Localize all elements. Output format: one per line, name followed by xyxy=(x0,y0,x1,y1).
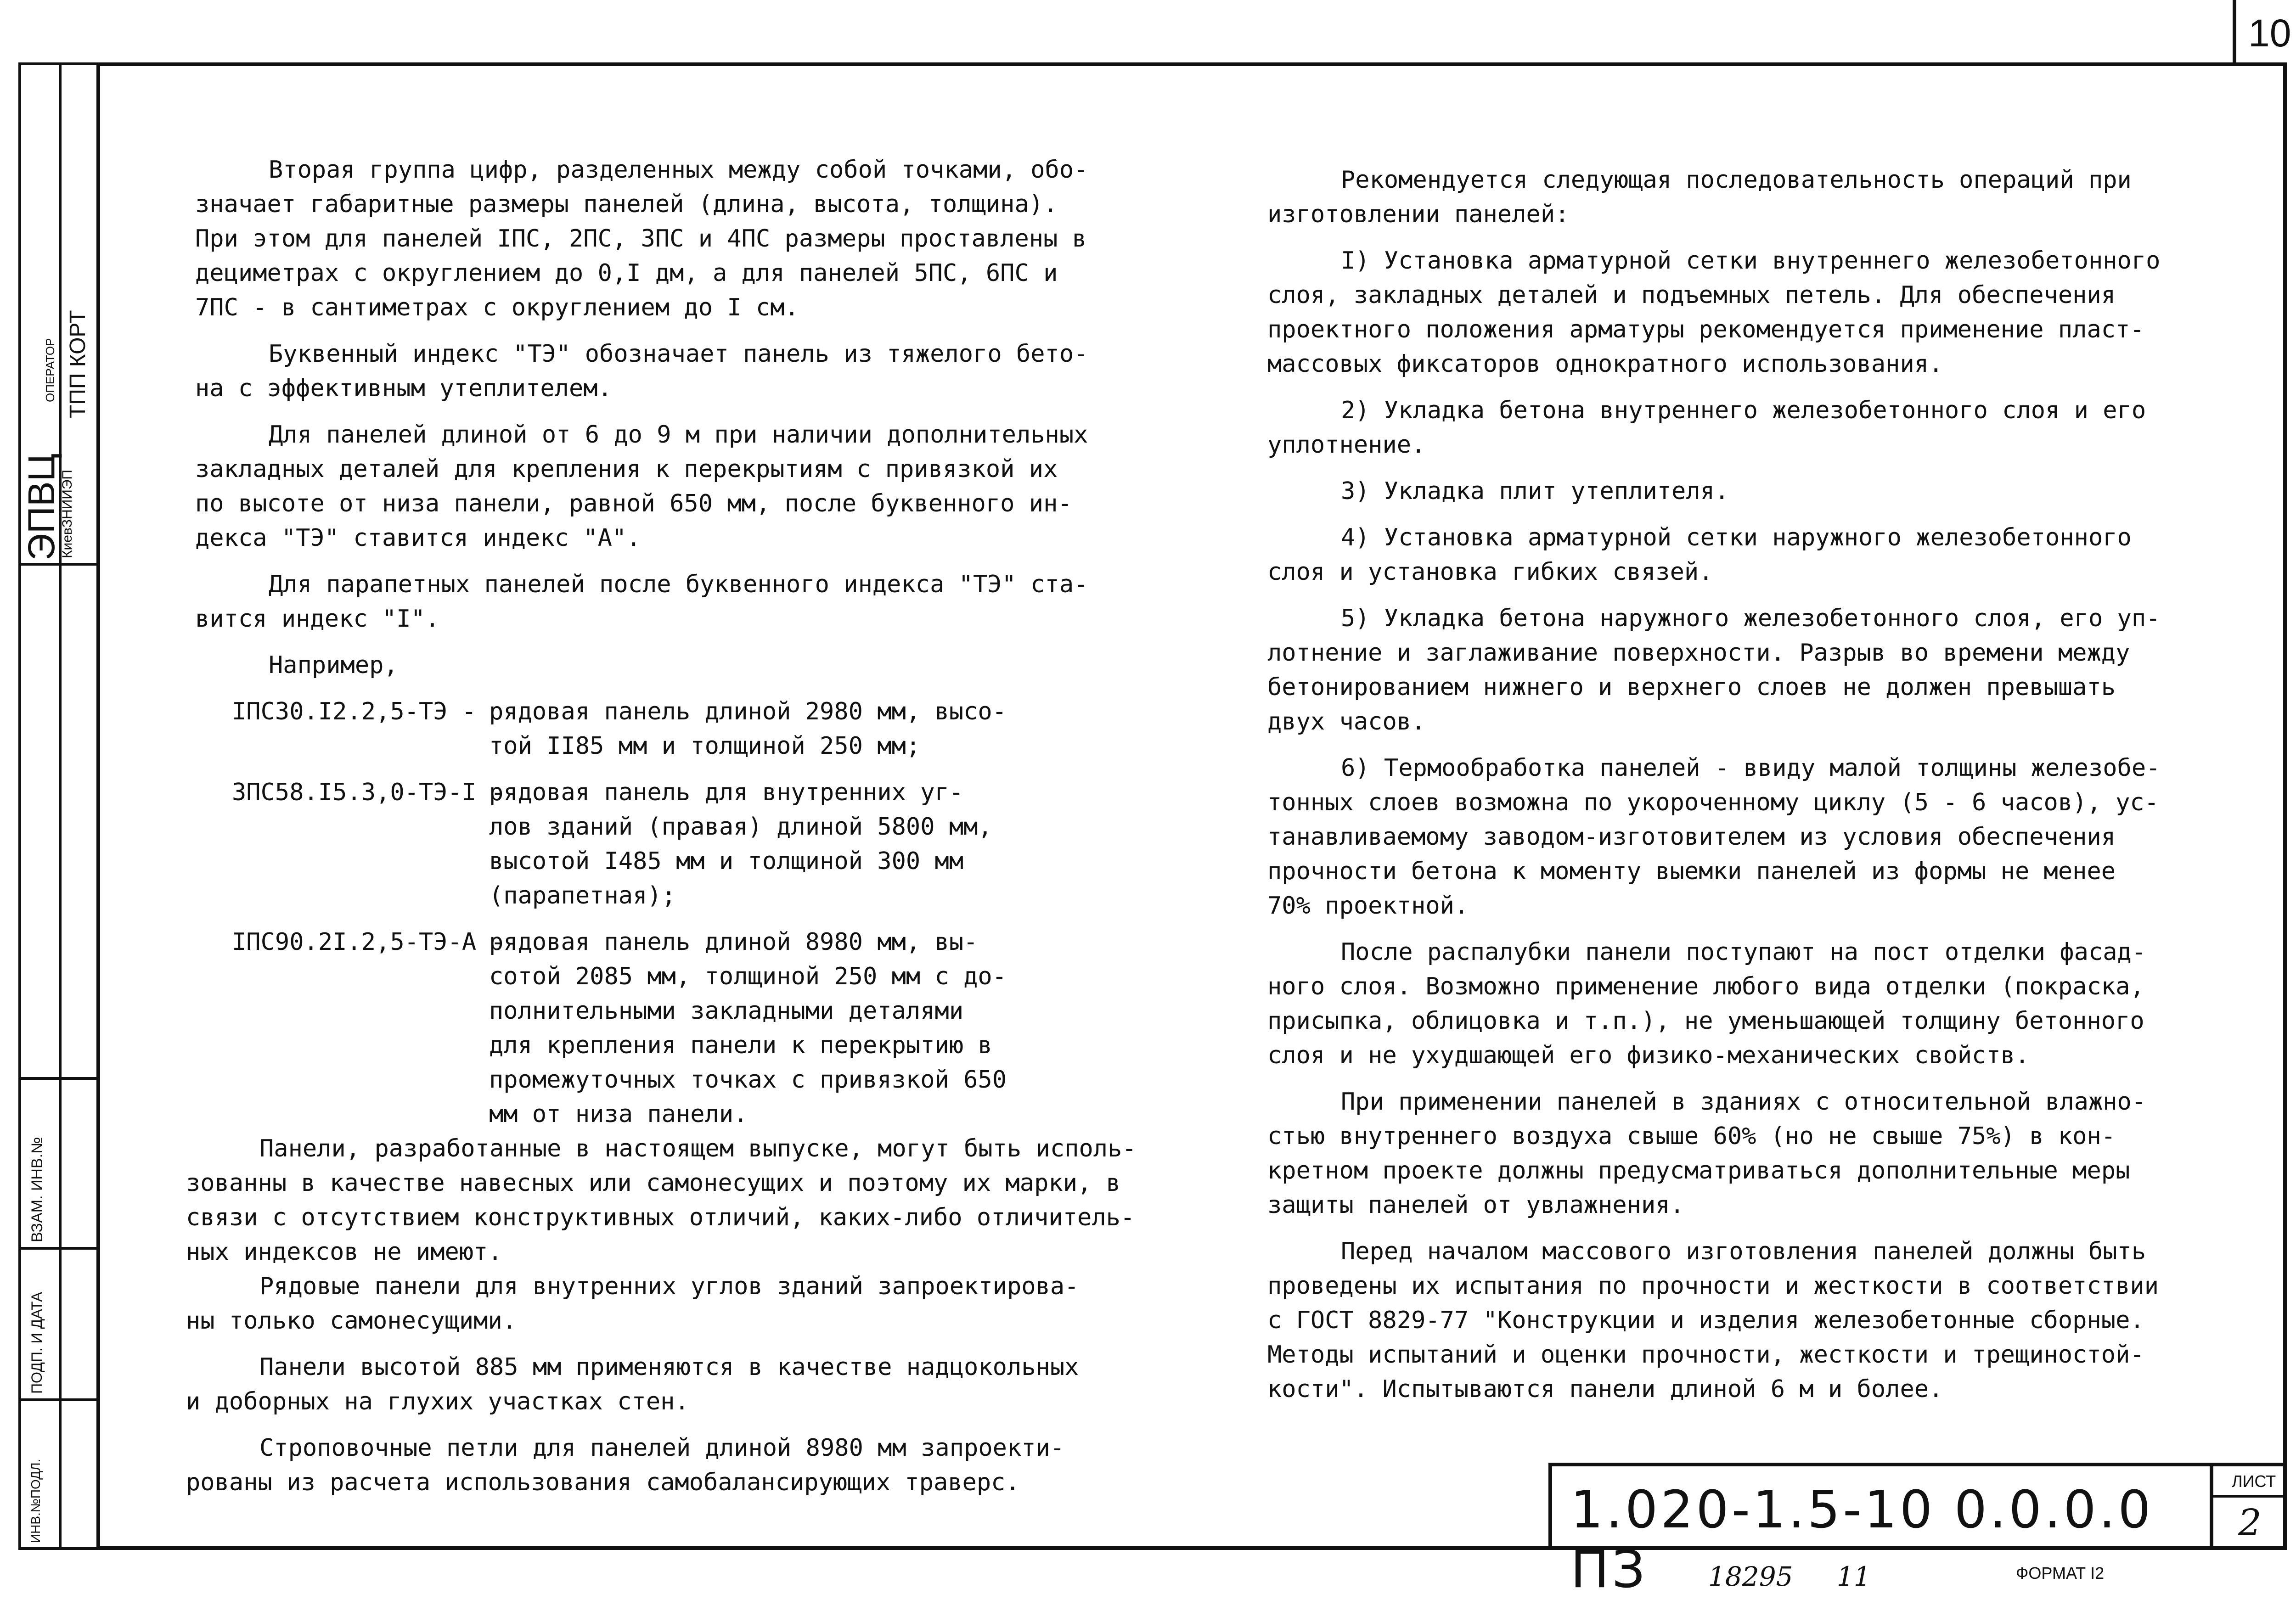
text-line: изготовлении панелей: xyxy=(1267,201,1570,228)
example-line: промежуточных точках с привязкой 650 xyxy=(489,1066,1007,1094)
strip-top-line xyxy=(18,62,100,65)
stamp-vzam-inv: ВЗАМ. ИНВ.№ xyxy=(28,1137,46,1242)
text-line: Панели, разработанные в настоящем выпуске, могут быть исполь- xyxy=(259,1135,1137,1162)
text-line: защиты панелей от увлажнения. xyxy=(1267,1191,1684,1219)
text-line: При применении панелей в зданиях с относительной влажно- xyxy=(1341,1088,2146,1116)
page-number-box xyxy=(2233,0,2291,64)
example-line: лов зданий (правая) длиной 5800 мм, xyxy=(489,813,992,841)
text-line: и доборных на глухих участках стен. xyxy=(186,1388,689,1415)
example-code: IПС30.I2.2,5-ТЭ - xyxy=(232,698,477,725)
para-step-5 xyxy=(1267,601,2160,739)
title-block-sheet-cell xyxy=(2210,1463,2287,1550)
text-line: Вторая группа цифр, разделенных между собой точками, обо- xyxy=(269,156,1088,184)
para-marking xyxy=(186,1132,1137,1269)
text-line: присыпка, облицовка и т.п.), не уменьшающей толщину бетонного xyxy=(1267,1007,2144,1035)
strip-divider-4 xyxy=(18,1398,100,1401)
para-step-3 xyxy=(1267,474,2160,509)
para-index-te xyxy=(195,337,1137,406)
text-line: Для панелей длиной от 6 до 9 м при наличии дополнительных xyxy=(269,421,1088,449)
stamp-podp-data: ПОДП. И ДАТА xyxy=(28,1292,45,1394)
text-line: прочности бетона к моменту выемки панелей из формы не менее xyxy=(1267,858,2116,885)
example-line: для крепления панели к перекрытию в xyxy=(489,1032,992,1059)
sheet-number: 2 xyxy=(2238,1501,2262,1544)
text-line: рованы из расчета использования самобалансирующих траверс. xyxy=(186,1469,1020,1496)
text-line: ного слоя. Возможно применение любого вида отделки (покраска, xyxy=(1267,973,2144,1000)
example-line: той II85 мм и толщиной 250 мм; xyxy=(489,732,921,760)
example-3 xyxy=(195,925,1137,1132)
strip-divider-3 xyxy=(18,1247,100,1250)
para-step-2 xyxy=(1267,393,2160,462)
sheet-separator xyxy=(2213,1495,2287,1498)
page-number: 10 xyxy=(2248,11,2291,55)
text-line: Буквенный индекс "ТЭ" обозначает панель из тяжелого бето- xyxy=(269,340,1088,368)
footer-format: ФОРМАТ I2 xyxy=(2016,1564,2105,1583)
para-humidity xyxy=(1267,1085,2160,1223)
example-line: рядовая панель для внутренних уг- xyxy=(489,779,964,806)
text-line: закладных деталей для крепления к перекрытиям с привязкой их xyxy=(195,455,1058,483)
text-line: Перед началом массового изготовления панелей должны быть xyxy=(1341,1238,2146,1265)
text-line: связи с отсутствием конструктивных отличий, каких-либо отличитель- xyxy=(186,1204,1135,1231)
text-line: При этом для панелей IПС, 2ПС, 3ПС и 4ПС размеры проставлены в xyxy=(195,225,1087,253)
text-line: слоя и не ухудшающей его физико-механических свойств. xyxy=(1267,1042,2030,1069)
text-line: 2) Укладка бетона внутреннего железобетонного слоя и его xyxy=(1341,397,2146,424)
example-line: мм от низа панели. xyxy=(489,1100,748,1128)
text-line: 4) Установка арматурной сетки наружного железобетонного xyxy=(1341,524,2132,551)
text-line: зованны в качестве навесных или самонесущих и поэтому их марки, в xyxy=(186,1169,1120,1197)
para-step-4 xyxy=(1267,521,2160,589)
example-1 xyxy=(195,695,1137,763)
text-line: значает габаритные размеры панелей (длина, высота, толщина). xyxy=(195,191,1058,218)
example-line: полнительными закладными деталями xyxy=(489,997,964,1025)
para-finishing xyxy=(1267,935,2160,1073)
example-line: (парапетная); xyxy=(489,882,676,909)
text-line: После распалубки панели поступают на пост отделки фасад- xyxy=(1341,938,2146,966)
stamp-org-big: ЭПВЦ xyxy=(21,453,62,561)
text-line: двух часов. xyxy=(1267,708,1426,735)
para-dimensions xyxy=(195,153,1137,325)
text-line: с ГОСТ 8829-77 "Конструкции и изделия железобетонные сборные. xyxy=(1267,1307,2144,1334)
text-line: слоя и установка гибких связей. xyxy=(1267,558,1713,586)
text-line: на с эффективным утеплителем. xyxy=(195,375,612,402)
strip-bottom-line xyxy=(18,1547,100,1550)
text-line: Рядовые панели для внутренних углов зданий запроектирова- xyxy=(259,1273,1079,1300)
footer-number-b: 11 xyxy=(1837,1561,1871,1592)
left-column xyxy=(186,153,1137,1500)
text-line: танавливаемому заводом-изготовителем из условия обеспечения xyxy=(1267,823,2116,851)
text-line: уплотнение. xyxy=(1267,431,1426,459)
text-line: Строповочные петли для панелей длиной 8980 мм запроекти- xyxy=(259,1434,1065,1462)
example-line: высотой I485 мм и толщиной 300 мм xyxy=(489,847,964,875)
example-intro: Например, xyxy=(269,651,398,679)
text-line: лотнение и заглаживание поверхности. Разрыв во времени между xyxy=(1267,639,2130,667)
example-line: рядовая панель длиной 2980 мм, высо- xyxy=(489,698,1007,725)
text-line: дециметрах с округлением до 0,I дм, а для панелей 5ПС, 6ПС и xyxy=(195,259,1058,287)
text-line: ны только самонесущими. xyxy=(186,1307,517,1335)
text-line: 3) Укладка плит утеплителя. xyxy=(1341,477,1729,505)
para-885 xyxy=(186,1350,1137,1419)
stamp-strip xyxy=(18,62,100,1550)
para-testing xyxy=(1267,1235,2160,1407)
text-line: массовых фиксаторов однократного использования. xyxy=(1267,350,1943,378)
text-line: бетонированием нижнего и верхнего слоев не должен превышать xyxy=(1267,673,2116,701)
text-line: кости". Испытываются панели длиной 6 м и более. xyxy=(1267,1375,1943,1403)
strip-line-inner xyxy=(59,62,62,1550)
text-line: по высоте от низа панели, равной 650 мм, после буквенного ин- xyxy=(195,490,1072,517)
para-index-i xyxy=(195,567,1137,636)
text-line: кретном проекте должны предусматриваться дополнительные меры xyxy=(1267,1157,2130,1184)
example-line: сотой 2085 мм, толщиной 250 мм с до- xyxy=(489,963,1007,990)
text-line: Панели высотой 885 мм применяются в качестве надцокольных xyxy=(259,1353,1079,1381)
text-line: Методы испытаний и оценки прочности, жесткости и трещиностой- xyxy=(1267,1341,2144,1369)
right-column xyxy=(1267,163,2160,1407)
strip-line-outer xyxy=(18,62,21,1550)
text-line: стью внутреннего воздуха свыше 60% (но не свыше 75%) в кон- xyxy=(1267,1122,2116,1150)
stamp-org-small: КиевЗНИИЭП xyxy=(60,470,75,558)
para-corner-panels xyxy=(186,1269,1137,1338)
text-line: 6) Термообработка панелей - ввиду малой толщины железобе- xyxy=(1341,754,2161,782)
frame-top xyxy=(96,62,2287,66)
sheet-label: ЛИСТ xyxy=(2232,1472,2276,1491)
text-line: тонных слоев возможна по укороченному циклу (5 - 6 часов), ус- xyxy=(1267,789,2159,816)
frame-right xyxy=(2283,62,2287,1550)
para-step-6 xyxy=(1267,751,2160,923)
strip-divider-2 xyxy=(18,1077,100,1080)
footer-number-a: 18295 xyxy=(1708,1561,1793,1592)
text-line: проведены их испытания по прочности и жесткости в соответствии xyxy=(1267,1272,2159,1300)
stamp-operator-value: ТПП КОРТ xyxy=(66,310,90,418)
text-line: слоя, закладных деталей и подъемных петель. Для обеспечения xyxy=(1267,281,2116,309)
text-line: Рекомендуется следующая последовательность операций при xyxy=(1341,166,2132,194)
para-step-1 xyxy=(1267,244,2160,382)
para-loops xyxy=(186,1431,1137,1500)
example-code: IПС90.2I.2,5-ТЭ-А - xyxy=(232,928,505,956)
text-line: 7ПС - в сантиметрах с округлением до I см. xyxy=(195,294,799,321)
text-line: вится индекс "I". xyxy=(195,605,440,633)
para-sequence-intro xyxy=(1267,163,2160,232)
strip-divider-1 xyxy=(18,563,100,566)
stamp-operator-label: ОПЕРАТОР xyxy=(43,338,57,402)
document-designation: 1.020-1.5-10 0.0.0.0 ПЗ xyxy=(1570,1480,2154,1599)
example-line: рядовая панель длиной 8980 мм, вы- xyxy=(489,928,978,956)
text-line: I) Установка арматурной сетки внутреннего железобетонного xyxy=(1341,247,2161,275)
text-line: ных индексов не имеют. xyxy=(186,1238,502,1266)
text-line: 5) Укладка бетона наружного железобетонного слоя, его уп- xyxy=(1341,605,2161,632)
text-line: проектного положения арматуры рекомендуется применение пласт- xyxy=(1267,316,2144,343)
example-code: 3ПС58.I5.3,0-ТЭ-I - xyxy=(232,779,505,806)
stamp-inv-podl: ИНВ.№ПОДЛ. xyxy=(28,1459,43,1543)
text-line: Для парапетных панелей после буквенного индекса "ТЭ" ста- xyxy=(269,571,1088,598)
text-line: декса "ТЭ" ставится индекс "А". xyxy=(195,524,641,552)
example-2 xyxy=(195,775,1137,913)
para-index-a xyxy=(195,418,1137,556)
text-line: 70% проектной. xyxy=(1267,892,1469,920)
